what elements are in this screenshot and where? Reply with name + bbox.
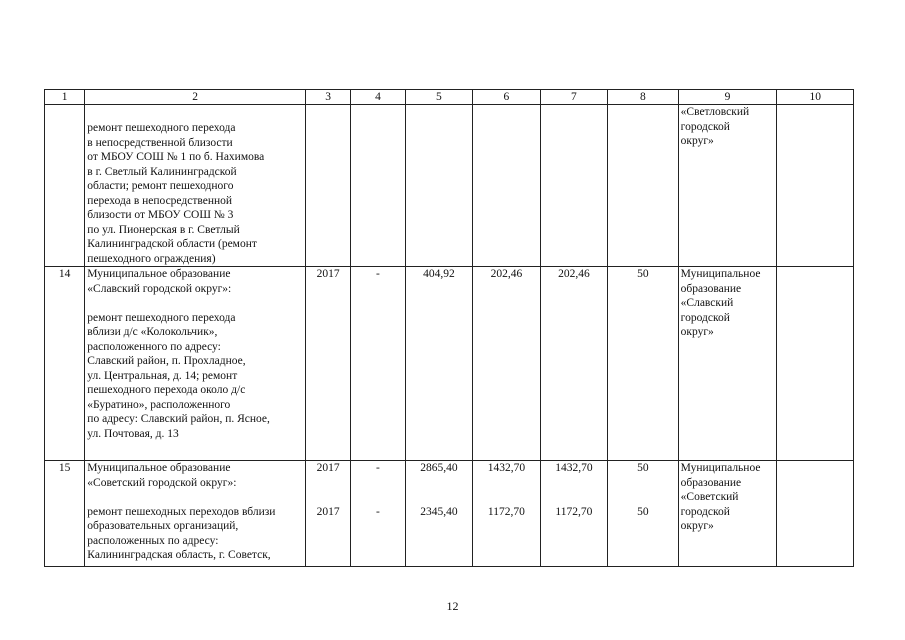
col7-cell: 202,46 — [540, 267, 608, 461]
col5-value-total: 2865,40 — [420, 462, 458, 474]
col4-value-total: - — [376, 462, 380, 474]
col8-value-item: 50 — [637, 505, 649, 518]
col5-cell — [405, 105, 473, 267]
col4-cell — [351, 105, 405, 267]
col6-value-total: 1432,70 — [487, 462, 526, 474]
col8-cell — [608, 105, 679, 267]
col-header-10: 10 — [777, 90, 854, 105]
col6-cell: 202,46 — [473, 267, 541, 461]
table-row-continued — [45, 105, 854, 267]
col8-cell — [608, 461, 679, 567]
col-header-2: 2 — [85, 90, 306, 105]
spacer — [543, 490, 606, 505]
row-number-cell: 15 — [45, 461, 85, 567]
col-header-3: 3 — [305, 90, 350, 105]
spacer — [543, 476, 606, 491]
col7-cell — [540, 461, 608, 567]
col4-cell — [351, 461, 405, 567]
col7-value-item: 1172,70 — [555, 505, 593, 518]
owner-cell: Муниципальное образование «Славский городской округ» — [678, 267, 777, 461]
spacer — [353, 476, 402, 491]
year-value-total: 2017 — [316, 462, 340, 474]
col8-cell: 50 — [608, 267, 679, 461]
col-header-1: 1 — [45, 90, 85, 105]
col-header-7: 7 — [540, 90, 608, 105]
page-number: 12 — [446, 599, 459, 613]
spacer — [610, 476, 676, 491]
table-row-15 — [45, 461, 854, 567]
year-value-item: 2017 — [316, 505, 340, 518]
col5-value-item: 2345,40 — [420, 505, 458, 518]
row-number-cell — [45, 105, 85, 267]
spacer — [475, 490, 538, 505]
description-cell: Муниципальное образование «Славский городской округ»: ремонт пешеходного перехода вблизи д/с «Колокольчик», расположенного по адресу: Славский район, п. Прохладное, ул. Центральная, д. 14; ремонт пешеходного перехода около д/с «Буратино», расположенного по адресу: Славский район, п. Ясное, ул. Почтовая, д. 13 — [85, 267, 306, 461]
col8-value-total: 50 — [637, 462, 649, 474]
owner-cell: «Светловский городской округ» — [678, 105, 777, 267]
col-header-8: 8 — [608, 90, 679, 105]
col4-cell: - — [351, 267, 405, 461]
year-cell: 2017 — [305, 267, 350, 461]
table-row-14 — [45, 267, 854, 461]
col6-cell — [473, 105, 541, 267]
col5-cell — [405, 461, 473, 567]
col10-cell — [777, 267, 854, 461]
description-cell: Муниципальное образование «Советский городской округ»: ремонт пешеходных переходов вблизи образовательных организаций, расположенных по адресу: Калининградская область, г. Советск, — [85, 461, 306, 567]
program-table — [44, 89, 854, 567]
col-header-5: 5 — [405, 90, 473, 105]
year-cell — [305, 105, 350, 267]
owner-cell: Муниципальное образование «Советский городской округ» — [678, 461, 777, 567]
spacer — [353, 490, 402, 505]
spacer — [475, 476, 538, 491]
spacer — [408, 490, 471, 505]
spacer — [308, 476, 348, 491]
col10-cell — [777, 105, 854, 267]
description-cell: ремонт пешеходного перехода в непосредственной близости от МБОУ СОШ № 1 по б. Нахимова в г. Светлый Калининградской области; ремонт пешеходного перехода в непосредственной близости от МБОУ СОШ № 3 по ул. Пионерская в г. Светлый Калининградской области (ремонт пешеходного ограждения) — [85, 105, 306, 267]
column-number-row — [45, 90, 854, 105]
year-cell — [305, 461, 350, 567]
col-header-4: 4 — [351, 90, 405, 105]
spacer — [610, 490, 676, 505]
spacer — [308, 490, 348, 505]
col10-cell — [777, 461, 854, 567]
col4-value-item: - — [376, 505, 380, 518]
spacer — [408, 476, 471, 491]
col6-value-item: 1172,70 — [487, 505, 525, 518]
col-header-9: 9 — [678, 90, 777, 105]
col7-value-total: 1432,70 — [555, 462, 593, 474]
col5-cell: 404,92 — [405, 267, 473, 461]
col7-cell — [540, 105, 608, 267]
row-number-cell: 14 — [45, 267, 85, 461]
col6-cell — [473, 461, 541, 567]
col-header-6: 6 — [473, 90, 541, 105]
